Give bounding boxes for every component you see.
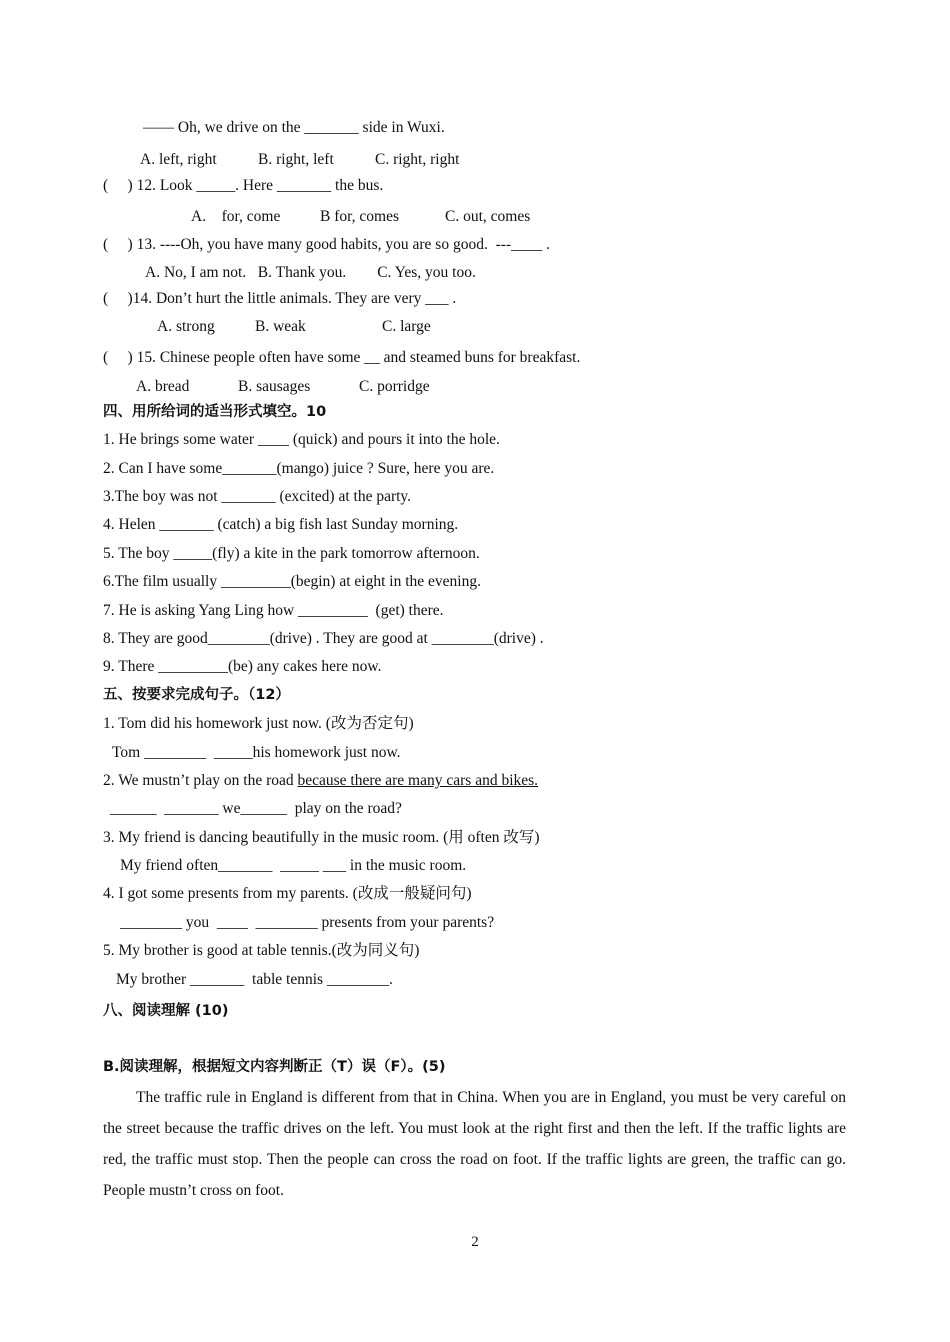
q11-option-b: B. right, left: [258, 151, 334, 168]
rewrite-answer-2: ______ _______ we______ play on the road?: [110, 800, 402, 817]
q15-option-a: A. bread: [136, 378, 190, 395]
reading-b-heading: B.阅读理解，根据短文内容判断正（T）误（F）。(5): [103, 1059, 446, 1075]
question-15: ( ) 15. Chinese people often have some __ and steamed buns for breakfast.: [103, 349, 581, 366]
rewrite-answer-3: My friend often_______ _____ ___ in the music room.: [120, 857, 467, 874]
rewrite-question-5: 5. My brother is good at table tennis.(改为同义句): [103, 942, 420, 959]
q11-option-c: C. right, right: [375, 151, 460, 168]
fill-item-7: 7. He is asking Yang Ling how _________ (get) there.: [103, 602, 444, 619]
fill-item-8: 8. They are good________(drive) . They are good at ________(drive) .: [103, 630, 544, 647]
rewrite-question-1: 1. Tom did his homework just now. (改为否定句): [103, 715, 414, 732]
q12-option-a: A. for, come: [191, 208, 281, 225]
rewrite-question-2-text: 2. We mustn’t play on the road: [103, 772, 298, 789]
rewrite-question-4: 4. I got some presents from my parents. (改成一般疑问句): [103, 885, 472, 902]
reading-passage: The traffic rule in England is different from that in China. When you are in England, you must be very careful on the street because the traffic drives on the left. You must look at the right first and then the left. If the traffic lights are red, the traffic must stop. Then the people can cross the road on foot. If the traffic lights are green, the traffic can go. People mustn’t cross on foot.: [103, 1089, 846, 1199]
q15-option-b: B. sausages: [238, 378, 311, 395]
q14-option-a: A. strong: [157, 318, 215, 335]
question-14: ( )14. Don’t hurt the little animals. They are very ___ .: [103, 290, 457, 307]
fill-item-4: 4. Helen _______ (catch) a big fish last Sunday morning.: [103, 516, 459, 533]
q14-option-c: C. large: [382, 318, 431, 335]
section-8-heading: 八、阅读理解 (10): [103, 1003, 229, 1019]
q12-option-c: C. out, comes: [445, 208, 531, 225]
q15-option-c: C. porridge: [359, 378, 430, 395]
question-12: ( ) 12. Look _____. Here _______ the bus.: [103, 177, 384, 194]
section-4-heading: 四、用所给词的适当形式填空。10: [103, 404, 327, 420]
fill-item-6: 6.The film usually _________(begin) at eight in the evening.: [103, 573, 481, 590]
fill-item-5: 5. The boy _____(fly) a kite in the park tomorrow afternoon.: [103, 545, 480, 562]
q13-options: A. No, I am not. B. Thank you. C. Yes, you too.: [145, 264, 476, 281]
q11-option-a: A. left, right: [140, 151, 217, 168]
fill-item-2: 2. Can I have some_______(mango) juice ? Sure, here you are.: [103, 460, 495, 477]
fill-item-9: 9. There _________(be) any cakes here now.: [103, 658, 382, 675]
q11-answer-line: —— Oh, we drive on the _______ side in Wuxi.: [143, 119, 445, 136]
rewrite-answer-5: My brother _______ table tennis ________.: [116, 971, 393, 988]
rewrite-answer-1: Tom ________ _____his homework just now.: [112, 744, 401, 761]
fill-item-1: 1. He brings some water ____ (quick) and pours it into the hole.: [103, 431, 500, 448]
question-13: ( ) 13. ----Oh, you have many good habits, you are so good. ---____ .: [103, 236, 550, 253]
rewrite-question-3: 3. My friend is dancing beautifully in the music room. (用 often 改写): [103, 829, 540, 846]
rewrite-question-2-underlined: because there are many cars and bikes.: [297, 772, 539, 789]
q14-option-b: B. weak: [255, 318, 306, 335]
section-5-heading: 五、按要求完成句子。（12）: [103, 687, 290, 703]
fill-item-3: 3.The boy was not _______ (excited) at the party.: [103, 488, 412, 505]
q12-option-b: B for, comes: [320, 208, 400, 225]
rewrite-question-2: [103, 771, 538, 791]
rewrite-answer-4: ________ you ____ ________ presents from your parents?: [120, 914, 495, 931]
page-number: 2: [471, 1234, 479, 1250]
